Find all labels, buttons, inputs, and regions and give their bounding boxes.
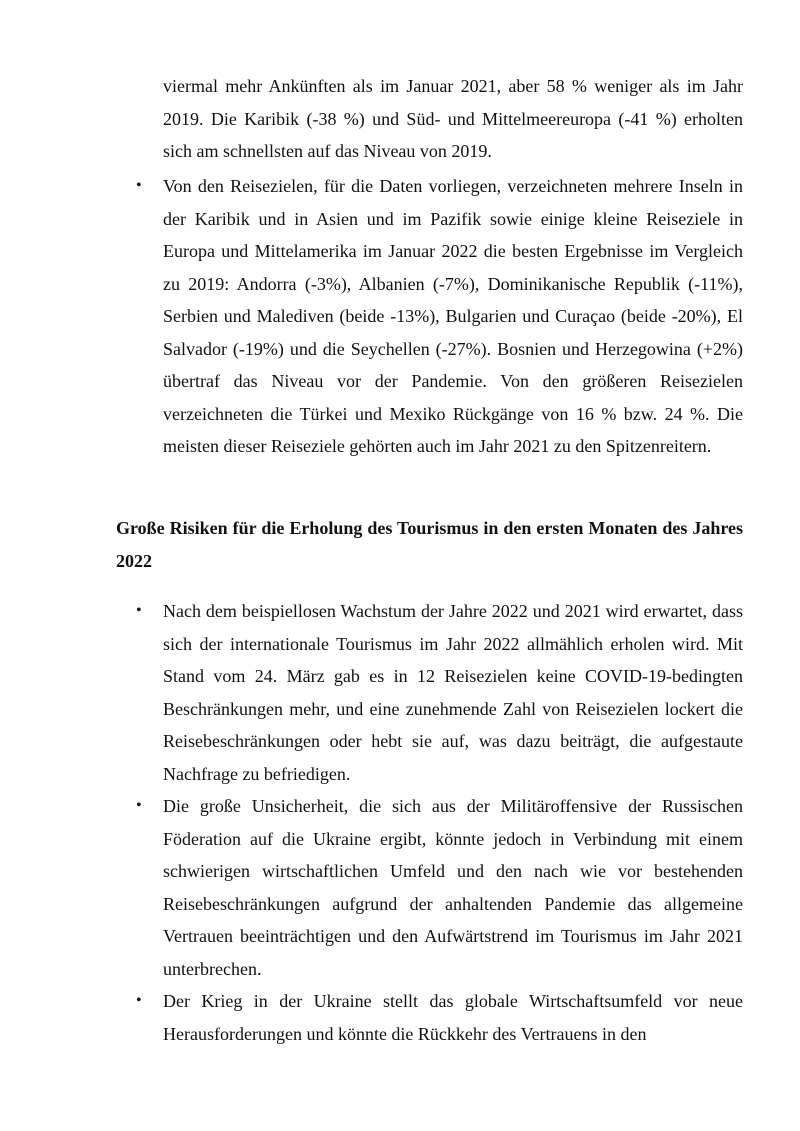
section-heading: Große Risiken für die Erholung des Tourismus in den ersten Monaten des Jahres 2022 <box>116 518 743 571</box>
list-item: Die große Unsicherheit, die sich aus der Militäroffensive der Russischen Föderation auf die Ukraine ergibt, könnte jedoch in Verbindung mit einem schwierigen wirtschaftlichen Umfeld und den nach wie vor bestehenden Reisebeschränkungen aufgrund der anhaltenden Pandemie das allgemeine Vertrauen beeinträchtigen und den Aufwärtstrend im Tourismus im Jahr 2021 unterbrechen. <box>163 796 743 979</box>
list-item: Nach dem beispiellosen Wachstum der Jahre 2022 und 2021 wird erwartet, dass sich der internationale Tourismus im Jahr 2022 allmählich erholen wird. Mit Stand vom 24. März gab es in 12 Reisezielen keine COVID-19-bedingten Beschränkungen mehr, und eine zunehmende Zahl von Reisezielen lockert die Reisebeschränkungen oder hebt sie auf, was dazu beiträgt, die aufgestaute Nachfrage zu befriedigen. <box>163 601 743 784</box>
bullet-marker: • <box>136 992 142 1009</box>
intro-paragraph: viermal mehr Ankünften als im Januar 2021, aber 58 % weniger als im Jahr 2019. Die Karibik (-38 %) und Süd- und Mittelmeereuropa (-41 %) erholten sich am schnellsten auf das Niveau von 2019. <box>163 76 743 161</box>
bullet-marker: • <box>136 797 142 814</box>
list-item: Der Krieg in der Ukraine stellt das globale Wirtschaftsumfeld vor neue Herausforderungen und könnte die Rückkehr des Vertrauens in den <box>163 991 743 1044</box>
list-item: Von den Reisezielen, für die Daten vorliegen, verzeichneten mehrere Inseln in der Karibik und in Asien und im Pazifik sowie einige kleine Reiseziele in Europa und Mittelamerika im Januar 2022 die besten Ergebnisse im Vergleich zu 2019: Andorra (-3%), Albanien (-7%), Dominikanische Republik (-11%), Serbien und Malediven (beide -13%), Bulgarien und Curaçao (beide -20%), El Salvador (-19%) und die Seychellen (-27%). Bosnien und Herzegowina (+2%) übertraf das Niveau vor der Pandemie. Von den größeren Reisezielen verzeichneten die Türkei und Mexiko Rückgänge von 16 % bzw. 24 %. Die meisten dieser Reiseziele gehörten auch im Jahr 2021 zu den Spitzenreitern. <box>163 176 743 456</box>
bullet-marker: • <box>136 602 142 619</box>
bullet-marker: • <box>136 177 142 194</box>
